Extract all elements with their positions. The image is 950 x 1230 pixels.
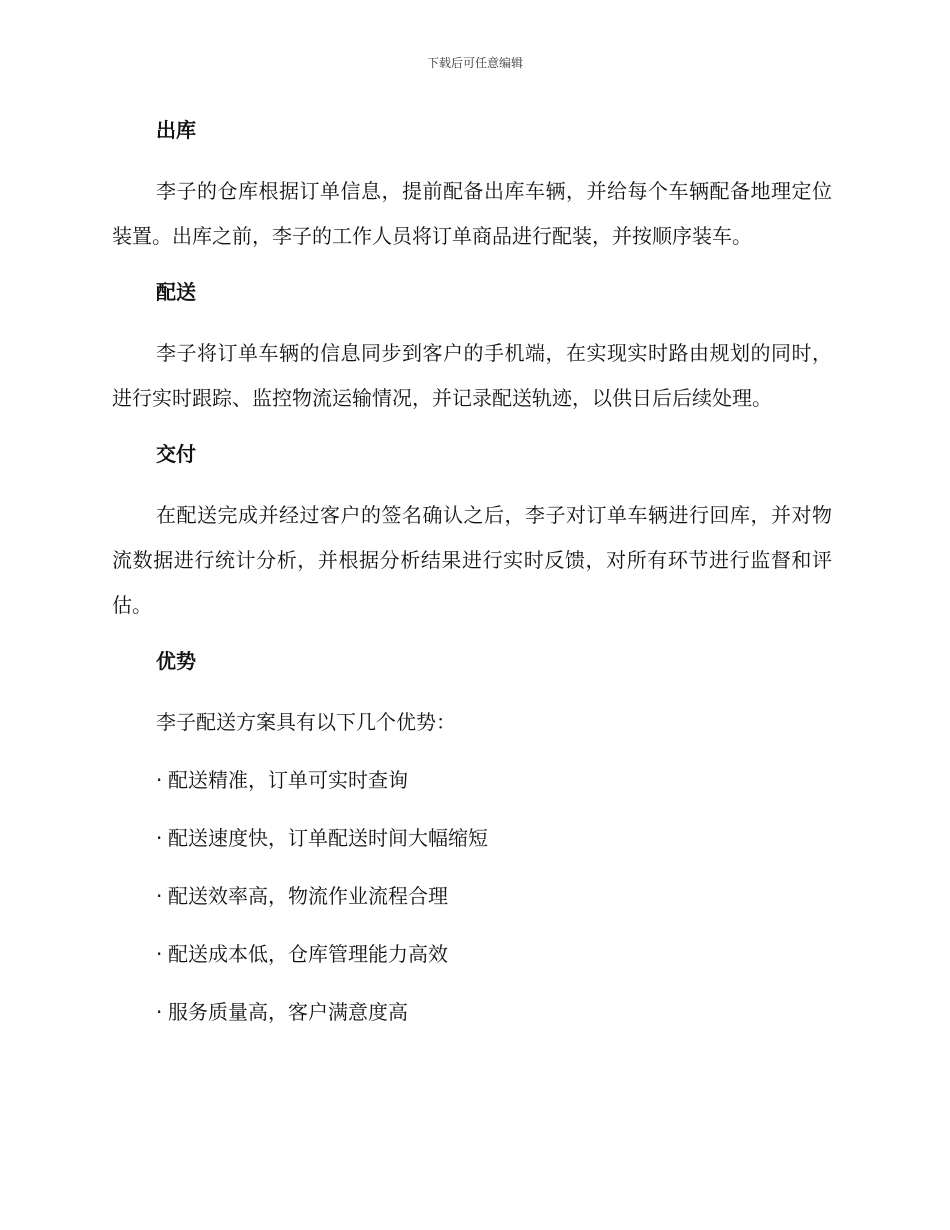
section-paragraph: 在配送完成并经过客户的签名确认之后，李子对订单车辆进行回库，并对物流数据进行统计分析，并根据分析结果进行实时反馈，对所有环节进行监督和评估。	[112, 503, 832, 617]
section-paragraph: 李子将订单车辆的信息同步到客户的手机端，在实现实时路由规划的同时，进行实时跟踪、监控物流运输情况，并记录配送轨迹，以供日后后续处理。	[112, 341, 832, 410]
section-heading: 出库	[156, 118, 196, 142]
section-heading: 交付	[156, 442, 196, 466]
section-advantages	[112, 641, 832, 1035]
list-item-text: 服务质量高，客户满意度高	[168, 1000, 408, 1024]
list-item-text: 配送精准，订单可实时查询	[168, 768, 408, 792]
list-item	[112, 874, 832, 919]
list-item-text: 配送成本低，仓库管理能力高效	[168, 942, 448, 966]
section-heading: 配送	[156, 280, 196, 304]
section-delivery	[112, 272, 832, 434]
section-handover	[112, 434, 832, 641]
list-item	[112, 932, 832, 977]
section-outbound	[112, 110, 832, 272]
section-paragraph: 李子的仓库根据订单信息，提前配备出库车辆，并给每个车辆配备地理定位装置。出库之前，李子的工作人员将订单商品进行配装，并按顺序装车。	[112, 179, 832, 248]
section-heading: 优势	[156, 649, 196, 673]
list-item	[112, 990, 832, 1035]
bullet-icon: ·	[156, 768, 163, 792]
bullet-icon: ·	[156, 942, 163, 966]
list-item	[112, 758, 832, 803]
advantages-list	[112, 758, 832, 1035]
document-body	[112, 110, 832, 1048]
list-item-text: 配送效率高，物流作业流程合理	[168, 884, 448, 908]
header-note: 下载后可任意编辑	[426, 56, 523, 70]
bullet-icon: ·	[156, 1000, 163, 1024]
advantages-intro: 李子配送方案具有以下几个优势：	[156, 710, 456, 734]
list-item	[112, 816, 832, 861]
bullet-icon: ·	[156, 884, 163, 908]
list-item-text: 配送速度快，订单配送时间大幅缩短	[168, 826, 488, 850]
bullet-icon: ·	[156, 826, 163, 850]
